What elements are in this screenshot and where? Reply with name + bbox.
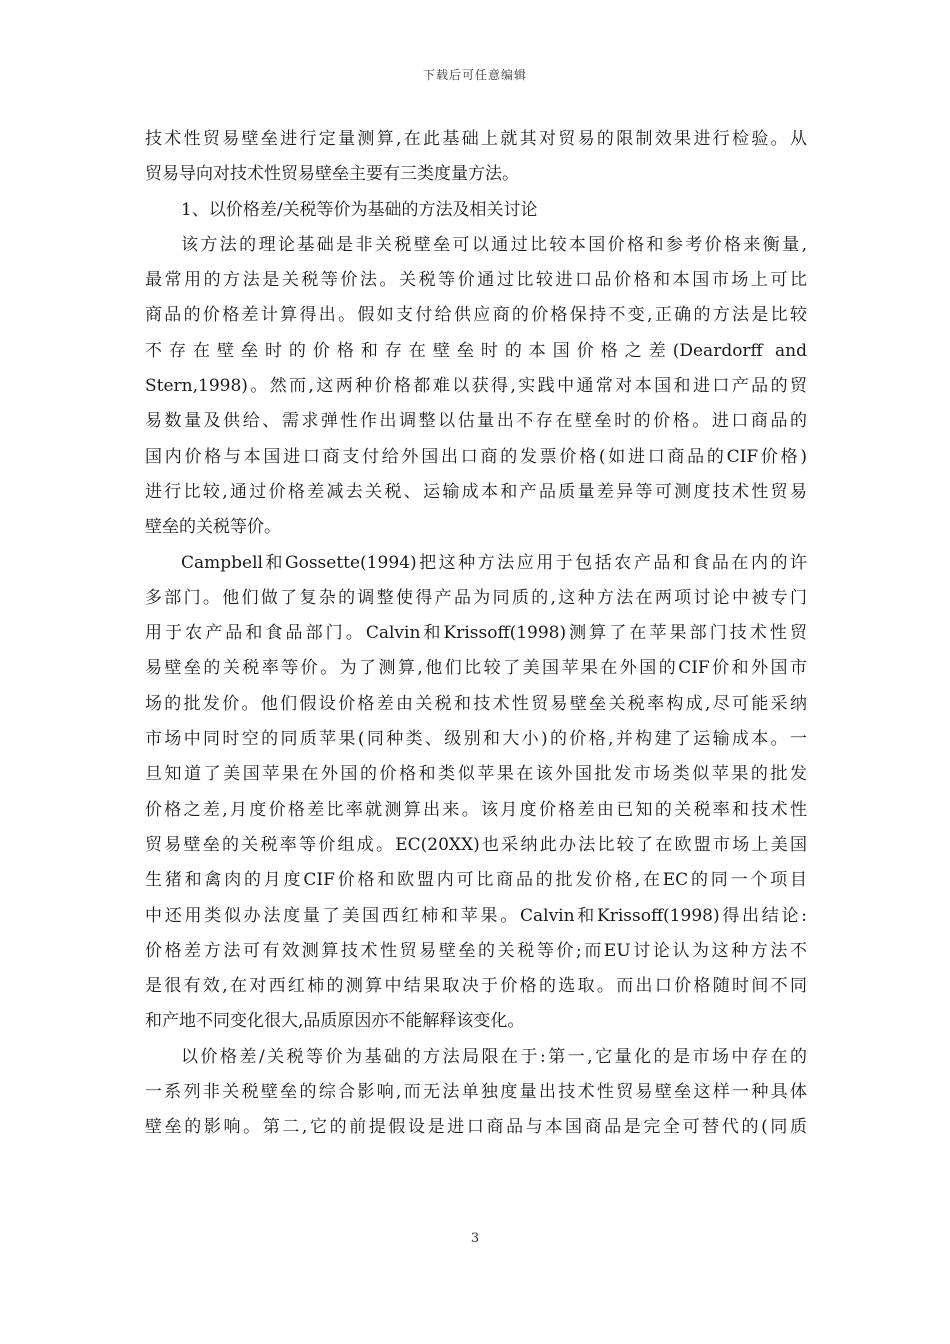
text-line: Stern,1998)。然而,这两种价格都难以获得,实践中通常对本国和进口产品的贸 bbox=[145, 376, 807, 397]
text-line: 1、以价格差/关税等价为基础的方法及相关讨论 bbox=[181, 199, 538, 220]
text-line: 和产地不同变化很大,品质原因亦不能解释该变化。 bbox=[145, 1011, 525, 1032]
text-line: 该方法的理论基础是非关税壁垒可以通过比较本国价格和参考价格来衡量, bbox=[181, 234, 807, 255]
text-line: 最常用的方法是关税等价法。关税等价通过比较进口品价格和本国市场上可比 bbox=[145, 270, 807, 291]
text-line: 贸易壁垒的关税率等价组成。EC(20XX)也采纳此办法比较了在欧盟市场上美国 bbox=[145, 834, 807, 855]
text-line: 贸易导向对技术性贸易壁垒主要有三类度量方法。 bbox=[145, 164, 519, 185]
text-line: 壁垒的影响。第二,它的前提假设是进口商品与本国商品是完全可替代的(同质 bbox=[145, 1117, 807, 1138]
text-line: 场的批发价。他们假设价格差由关税和技术性贸易壁垒关税率构成,尽可能采纳 bbox=[145, 693, 807, 714]
text-line: 价格差方法可有效测算技术性贸易壁垒的关税等价;而EU讨论认为这种方法不 bbox=[145, 940, 807, 961]
text-line: 中还用类似办法度量了美国西红柿和苹果。Calvin和Krissoff(1998)得出结论: bbox=[145, 905, 807, 926]
page-number: 3 bbox=[470, 1231, 480, 1246]
text-line: 商品的价格差计算得出。假如支付给供应商的价格保持不变,正确的方法是比较 bbox=[145, 305, 807, 326]
text-line: 进行比较,通过价格差减去关税、运输成本和产品质量差异等可测度技术性贸易 bbox=[145, 481, 807, 502]
text-line: 易数量及供给、需求弹性作出调整以估量出不存在壁垒时的价格。进口商品的 bbox=[145, 411, 807, 432]
text-line: 价格之差,月度价格差比率就测算出来。该月度价格差由已知的关税率和技术性 bbox=[145, 799, 807, 820]
text-line: 不存在壁垒时的价格和存在壁垒时的本国价格之差(Deardorff and bbox=[145, 340, 807, 361]
text-line: 壁垒的关税等价。 bbox=[145, 517, 281, 538]
text-line: 易壁垒的关税率等价。为了测算,他们比较了美国苹果在外国的CIF价和外国市 bbox=[145, 658, 807, 679]
text-line: 市场中同时空的同质苹果(同种类、级别和大小)的价格,并构建了运输成本。一 bbox=[145, 729, 807, 750]
text-line: Campbell和Gossette(1994)把这种方法应用于包括农产品和食品在内的许 bbox=[181, 552, 807, 573]
text-line: 技术性贸易壁垒进行定量测算,在此基础上就其对贸易的限制效果进行检验。从 bbox=[145, 129, 807, 149]
text-line: 以价格差/关税等价为基础的方法局限在于:第一,它量化的是市场中存在的 bbox=[181, 1046, 807, 1067]
text-line: 用于农产品和食品部门。Calvin和Krissoff(1998)测算了在苹果部门技术性贸 bbox=[145, 623, 807, 644]
text-line: 多部门。他们做了复杂的调整使得产品为同质的,这种方法在两项讨论中被专门 bbox=[145, 587, 807, 608]
text-line: 是很有效,在对西红柿的测算中结果取决于价格的选取。而出口价格随时间不同 bbox=[145, 976, 807, 997]
page-header: 下载后可任意编辑 bbox=[422, 68, 527, 82]
text-line: 国内价格与本国进口商支付给外国出口商的发票价格(如进口商品的CIF价格) bbox=[145, 446, 807, 467]
text-line: 一系列非关税壁垒的综合影响,而无法单独度量出技术性贸易壁垒这样一种具体 bbox=[145, 1082, 807, 1103]
text-line: 旦知道了美国苹果在外国的价格和类似苹果在该外国批发市场类似苹果的批发 bbox=[145, 764, 807, 785]
text-line: 生猪和禽肉的月度CIF价格和欧盟内可比商品的批发价格,在EC的同一个项目 bbox=[145, 870, 807, 891]
document-body bbox=[145, 122, 807, 1146]
